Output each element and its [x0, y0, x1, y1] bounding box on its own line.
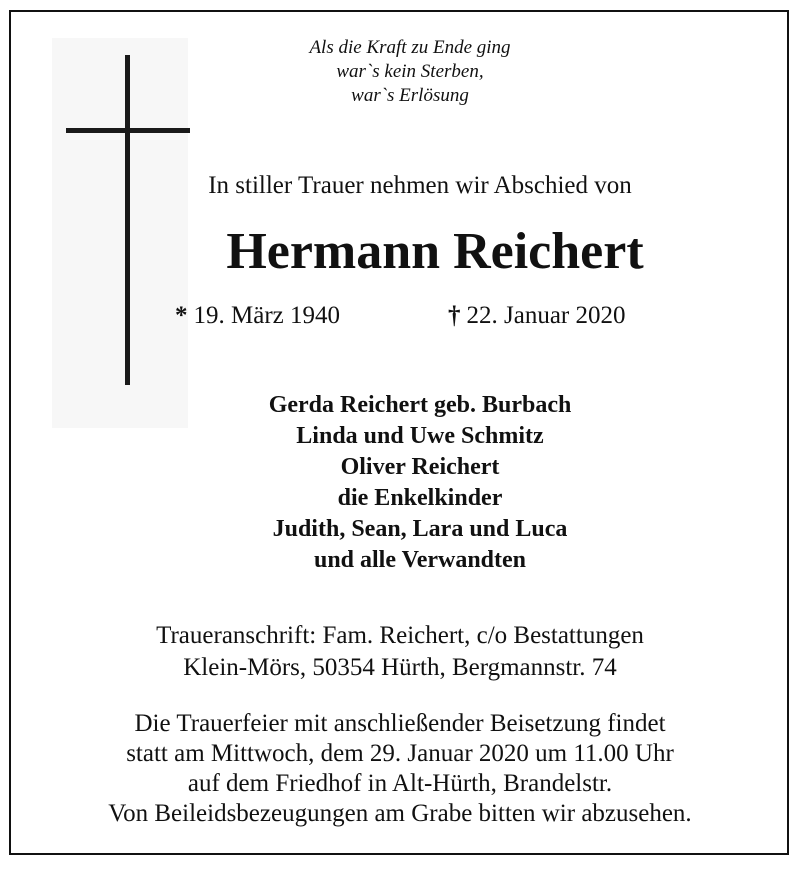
intro-text: In stiller Trauer nehmen wir Abschied von: [208, 172, 632, 199]
motto-line: Als die Kraft zu Ende ging: [309, 37, 511, 58]
mourning-address: [60, 620, 740, 684]
mourner: Judith, Sean, Lara und Luca: [272, 516, 568, 542]
death-date-text: 22. Januar 2020: [466, 302, 626, 329]
address-line: Traueranschrift: Fam. Reichert, c/o Bestattungen: [156, 622, 644, 649]
deceased-name: Hermann Reichert: [226, 223, 644, 280]
mourner: Oliver Reichert: [340, 454, 500, 480]
mourner: Linda und Uwe Schmitz: [296, 423, 544, 449]
birth-star-icon: *: [175, 302, 188, 329]
death-date: [448, 302, 626, 330]
birth-date-text: 19. März 1940: [193, 302, 340, 329]
mourners-list: [150, 390, 690, 576]
motto: [240, 36, 580, 108]
mourner: Gerda Reichert geb. Burbach: [268, 392, 572, 418]
motto-line: war`s kein Sterben,: [336, 61, 484, 82]
death-dagger-icon: †: [448, 302, 461, 329]
mourner: und alle Verwandten: [313, 547, 527, 573]
mourner: die Enkelkinder: [337, 485, 503, 511]
cross-icon: [125, 55, 130, 385]
funeral-service-info: [20, 709, 780, 829]
address-line: Klein-Mörs, 50354 Hürth, Bergmannstr. 74: [183, 654, 617, 681]
service-line: Die Trauerfeier mit anschließender Beisetzung findet: [134, 710, 666, 737]
motto-line: war`s Erlösung: [351, 85, 469, 106]
service-line: Von Beileidsbezeugungen am Grabe bitten wir abzusehen.: [108, 800, 692, 827]
service-line: auf dem Friedhof in Alt-Hürth, Brandelstr.: [187, 770, 613, 797]
service-line: statt am Mittwoch, dem 29. Januar 2020 um 11.00 Uhr: [126, 740, 674, 767]
birth-date: [175, 302, 340, 330]
cross-icon-bar: [66, 128, 190, 133]
